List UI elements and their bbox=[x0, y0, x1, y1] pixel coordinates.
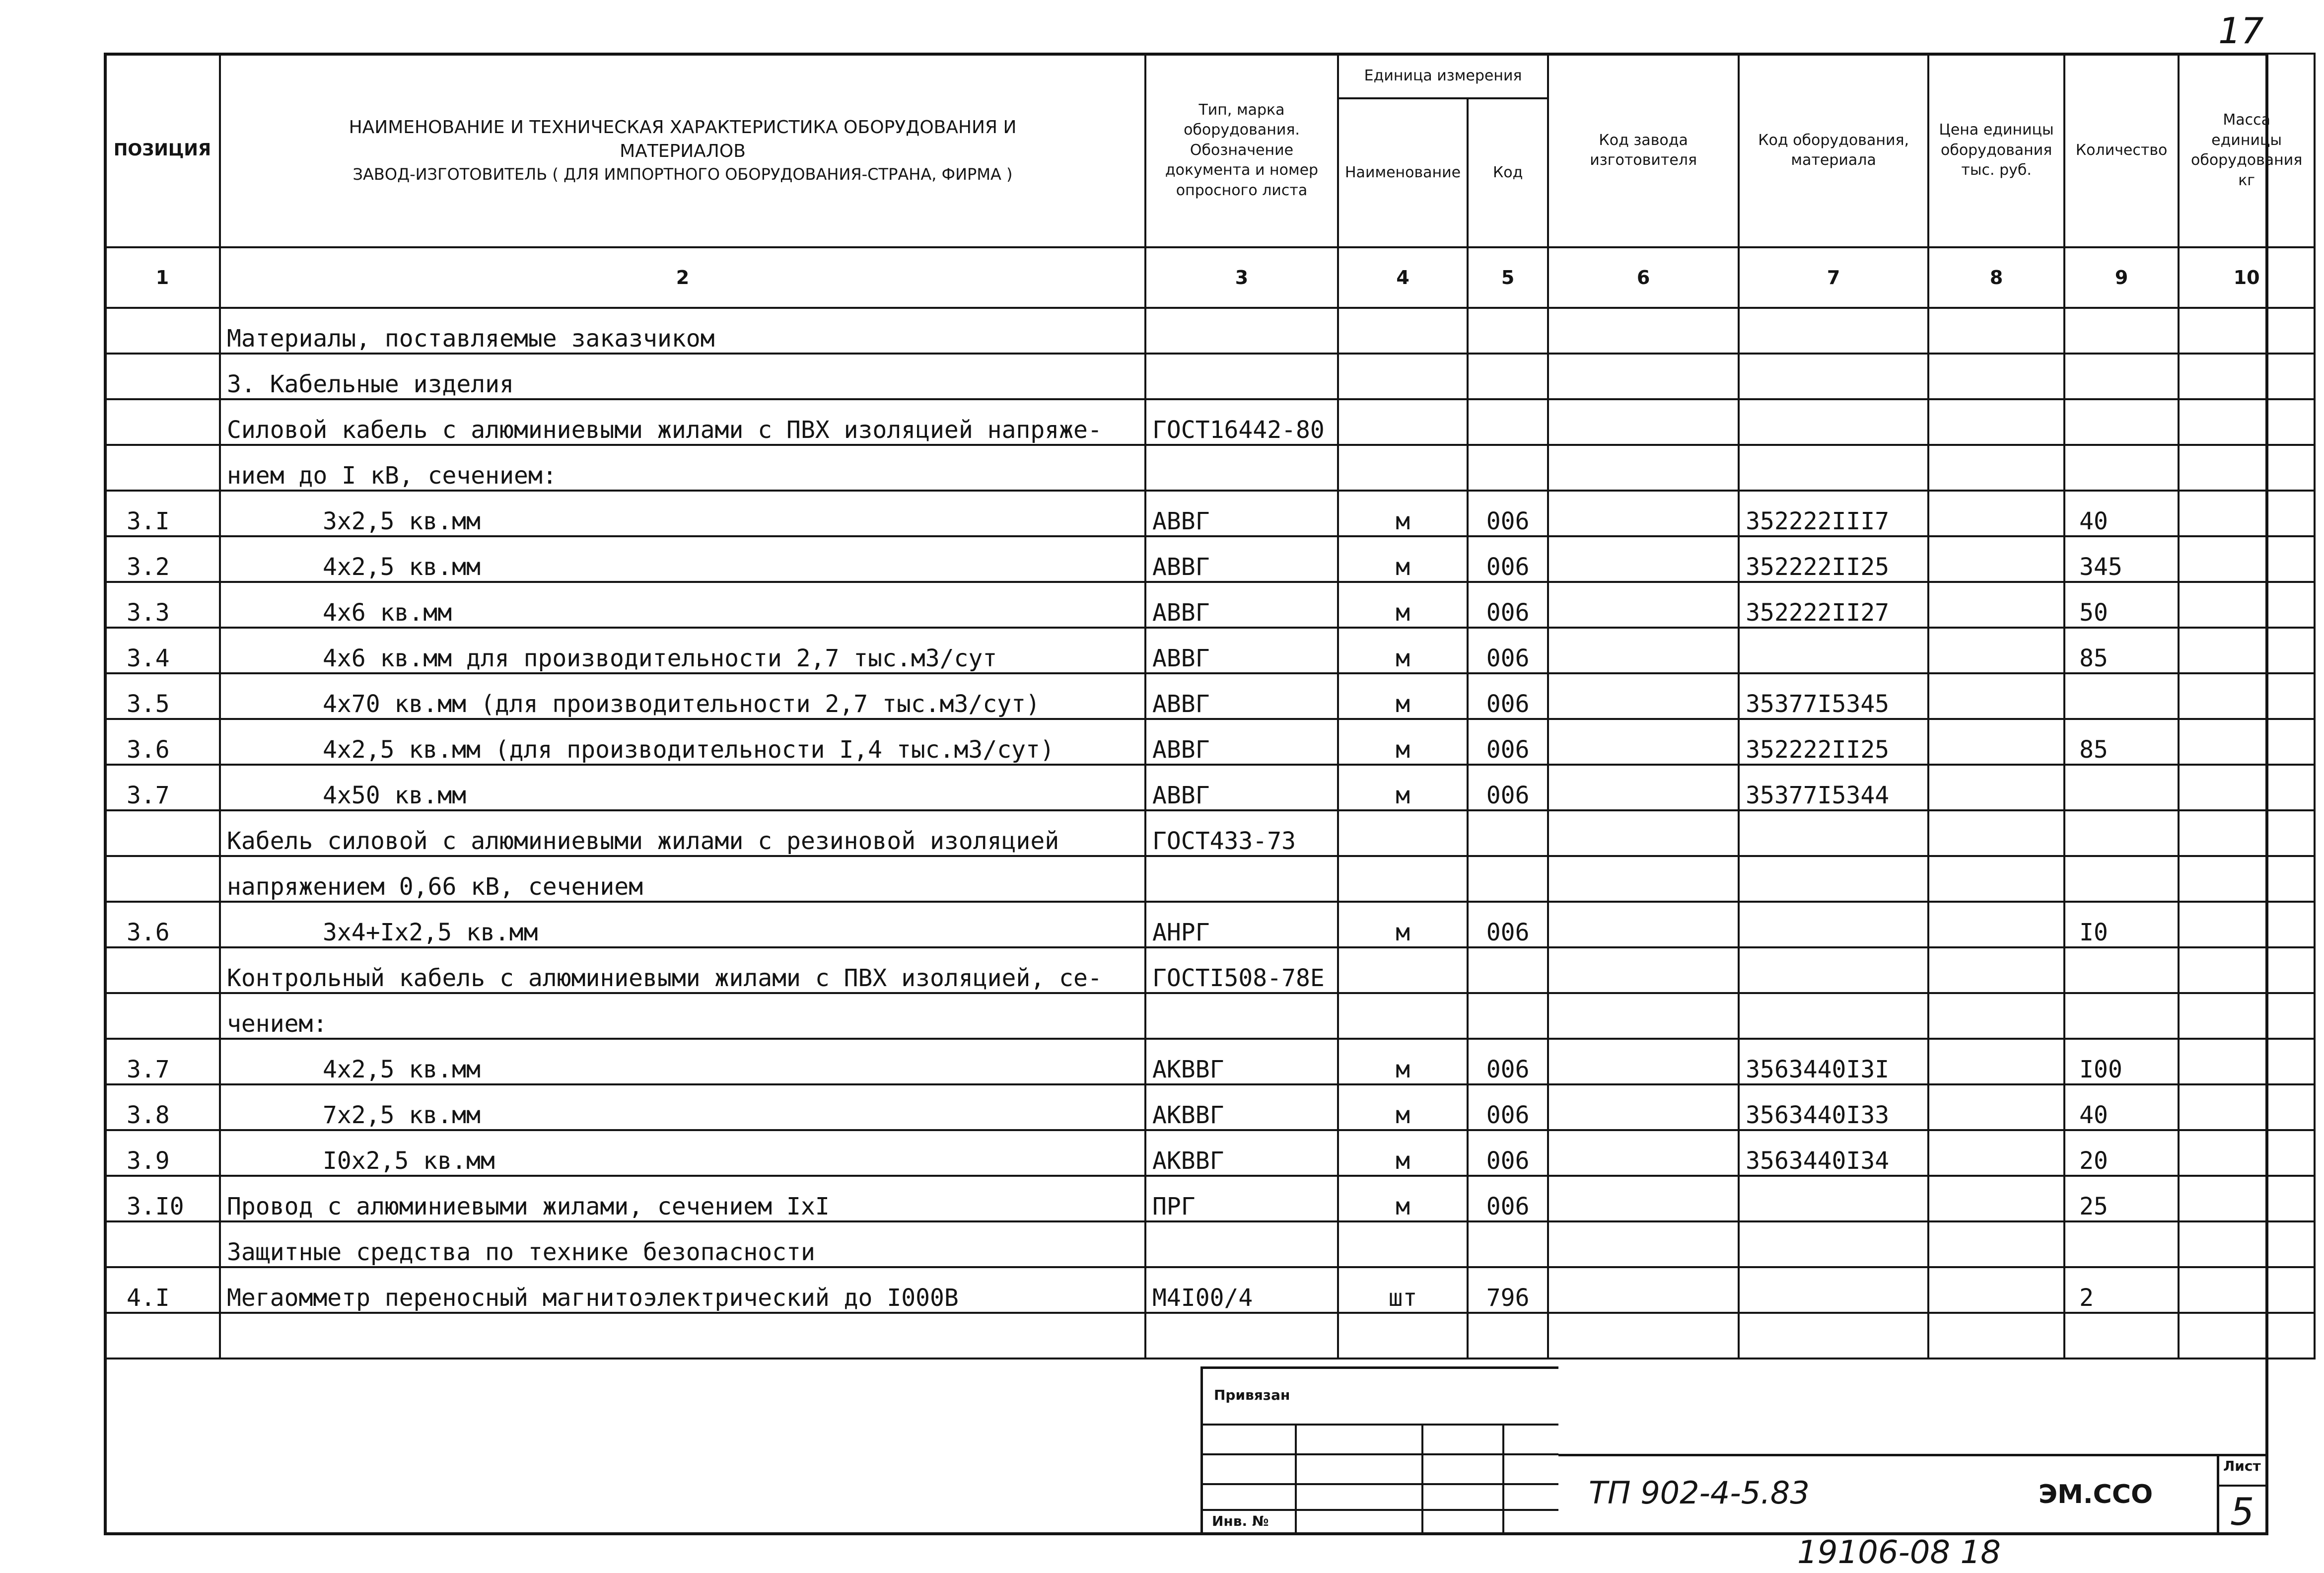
row-unit-code bbox=[1468, 399, 1548, 445]
row-unit-code bbox=[1468, 445, 1548, 491]
row-position: 4.I bbox=[105, 1267, 220, 1313]
row-name: Кабель силовой с алюминиевыми жилами с резиновой изоляцией bbox=[220, 810, 1145, 856]
sheet-label: Лист bbox=[2223, 1458, 2261, 1474]
row-unit bbox=[1338, 308, 1468, 354]
stamp-privyazan-label: Привязан bbox=[1214, 1387, 1290, 1403]
row-type: АВВГ bbox=[1145, 673, 1338, 719]
row-quantity: 2 bbox=[2064, 1267, 2179, 1313]
row-unit-code bbox=[1468, 947, 1548, 993]
row-factory-code bbox=[1548, 765, 1739, 810]
row-quantity: 40 bbox=[2064, 1084, 2179, 1130]
stamp-inv-label: Инв. № bbox=[1212, 1513, 1269, 1529]
row-quantity bbox=[2064, 765, 2179, 810]
row-mass bbox=[2179, 902, 2315, 947]
row-price bbox=[1928, 399, 2064, 445]
col-number: 6 bbox=[1548, 247, 1739, 308]
row-price bbox=[1928, 1313, 2064, 1358]
row-factory-code bbox=[1548, 1313, 1739, 1358]
row-position: 3.9 bbox=[105, 1130, 220, 1176]
row-unit-code: 006 bbox=[1468, 491, 1548, 536]
row-unit: м bbox=[1338, 765, 1468, 810]
row-mass bbox=[2179, 628, 2315, 673]
row-price bbox=[1928, 1176, 2064, 1221]
row-mass bbox=[2179, 582, 2315, 628]
row-quantity bbox=[2064, 856, 2179, 902]
row-position: 3.I bbox=[105, 491, 220, 536]
row-unit-code: 006 bbox=[1468, 719, 1548, 765]
table-row bbox=[105, 582, 2315, 628]
header-name bbox=[220, 54, 1145, 247]
row-material-code bbox=[1739, 308, 1928, 354]
row-mass bbox=[2179, 1084, 2315, 1130]
row-price bbox=[1928, 902, 2064, 947]
row-quantity bbox=[2064, 399, 2179, 445]
row-position: 3.I0 bbox=[105, 1176, 220, 1221]
row-unit-code: 006 bbox=[1468, 1130, 1548, 1176]
row-name: чением: bbox=[220, 993, 1145, 1039]
row-unit bbox=[1338, 993, 1468, 1039]
row-factory-code bbox=[1548, 673, 1739, 719]
row-factory-code bbox=[1548, 399, 1739, 445]
row-price bbox=[1928, 1221, 2064, 1267]
row-unit bbox=[1338, 947, 1468, 993]
row-unit-code: 796 bbox=[1468, 1267, 1548, 1313]
row-type: АВВГ bbox=[1145, 719, 1338, 765]
row-type: ГОСТ16442-80 bbox=[1145, 399, 1338, 445]
table-row bbox=[105, 902, 2315, 947]
row-unit-code bbox=[1468, 810, 1548, 856]
row-name: Защитные средства по технике безопасности bbox=[220, 1221, 1145, 1267]
table-row bbox=[105, 1176, 2315, 1221]
row-factory-code bbox=[1548, 719, 1739, 765]
row-position: 3.7 bbox=[105, 1039, 220, 1084]
row-mass bbox=[2179, 1039, 2315, 1084]
row-quantity bbox=[2064, 673, 2179, 719]
row-unit-code: 006 bbox=[1468, 628, 1548, 673]
row-material-code: 3563440I3I bbox=[1739, 1039, 1928, 1084]
row-name: нием до I кВ, сечением: bbox=[220, 445, 1145, 491]
row-price bbox=[1928, 1267, 2064, 1313]
table-row bbox=[105, 1267, 2315, 1313]
header-material-code: Код оборудования, материала bbox=[1739, 54, 1928, 247]
row-unit: шт bbox=[1338, 1267, 1468, 1313]
col-number: 2 bbox=[220, 247, 1145, 308]
row-type bbox=[1145, 1313, 1338, 1358]
row-factory-code bbox=[1548, 1039, 1739, 1084]
row-quantity: 20 bbox=[2064, 1130, 2179, 1176]
row-quantity bbox=[2064, 445, 2179, 491]
header-mass: Масса единицы оборудования кг bbox=[2179, 54, 2315, 247]
table-row bbox=[105, 445, 2315, 491]
row-unit-code: 006 bbox=[1468, 902, 1548, 947]
row-mass bbox=[2179, 1267, 2315, 1313]
row-name: 4х6 кв.мм bbox=[220, 582, 1145, 628]
row-type bbox=[1145, 856, 1338, 902]
row-type bbox=[1145, 1221, 1338, 1267]
row-unit-code bbox=[1468, 308, 1548, 354]
row-type bbox=[1145, 354, 1338, 399]
row-unit-code bbox=[1468, 993, 1548, 1039]
header-position: ПОЗИЦИЯ bbox=[105, 54, 220, 247]
col-number: 5 bbox=[1468, 247, 1548, 308]
row-material-code bbox=[1739, 445, 1928, 491]
title-block-line bbox=[1558, 1454, 2268, 1456]
row-unit-code bbox=[1468, 1313, 1548, 1358]
row-factory-code bbox=[1548, 582, 1739, 628]
row-unit: м bbox=[1338, 1130, 1468, 1176]
row-factory-code bbox=[1548, 491, 1739, 536]
table-row bbox=[105, 308, 2315, 354]
row-material-code bbox=[1739, 947, 1928, 993]
row-quantity: I00 bbox=[2064, 1039, 2179, 1084]
row-material-code: 352222III7 bbox=[1739, 491, 1928, 536]
row-factory-code bbox=[1548, 810, 1739, 856]
row-material-code bbox=[1739, 902, 1928, 947]
row-unit: м bbox=[1338, 1084, 1468, 1130]
row-material-code bbox=[1739, 993, 1928, 1039]
row-name: 7х2,5 кв.мм bbox=[220, 1084, 1145, 1130]
table-row bbox=[105, 673, 2315, 719]
row-price bbox=[1928, 582, 2064, 628]
row-type: АВВГ bbox=[1145, 536, 1338, 582]
row-unit-code: 006 bbox=[1468, 765, 1548, 810]
table-row bbox=[105, 1130, 2315, 1176]
row-name: Контрольный кабель с алюминиевыми жилами с ПВХ изоляцией, се- bbox=[220, 947, 1145, 993]
row-mass bbox=[2179, 308, 2315, 354]
row-price bbox=[1928, 628, 2064, 673]
row-position bbox=[105, 354, 220, 399]
row-unit: м bbox=[1338, 491, 1468, 536]
row-material-code bbox=[1739, 1313, 1928, 1358]
row-mass bbox=[2179, 491, 2315, 536]
row-price bbox=[1928, 1130, 2064, 1176]
row-name: Провод с алюминиевыми жилами, сечением IхI bbox=[220, 1176, 1145, 1221]
row-mass bbox=[2179, 536, 2315, 582]
archive-number: 19106-08 18 bbox=[1797, 1534, 2001, 1571]
row-unit bbox=[1338, 399, 1468, 445]
row-unit-code bbox=[1468, 354, 1548, 399]
row-quantity bbox=[2064, 1313, 2179, 1358]
row-factory-code bbox=[1548, 1221, 1739, 1267]
row-quantity: I0 bbox=[2064, 902, 2179, 947]
row-position: 3.8 bbox=[105, 1084, 220, 1130]
row-mass bbox=[2179, 993, 2315, 1039]
table-row bbox=[105, 810, 2315, 856]
row-type: АВВГ bbox=[1145, 582, 1338, 628]
row-quantity bbox=[2064, 354, 2179, 399]
row-mass bbox=[2179, 673, 2315, 719]
row-quantity: 50 bbox=[2064, 582, 2179, 628]
row-name bbox=[220, 1313, 1145, 1358]
row-material-code bbox=[1739, 628, 1928, 673]
row-mass bbox=[2179, 1221, 2315, 1267]
row-name: 4х2,5 кв.мм bbox=[220, 1039, 1145, 1084]
row-price bbox=[1928, 993, 2064, 1039]
row-factory-code bbox=[1548, 536, 1739, 582]
column-number-row bbox=[105, 247, 2315, 308]
row-mass bbox=[2179, 719, 2315, 765]
row-material-code bbox=[1739, 810, 1928, 856]
row-mass bbox=[2179, 1176, 2315, 1221]
row-factory-code bbox=[1548, 993, 1739, 1039]
col-number: 8 bbox=[1928, 247, 2064, 308]
row-material-code: 3563440I33 bbox=[1739, 1084, 1928, 1130]
row-position: 3.5 bbox=[105, 673, 220, 719]
row-type: АНРГ bbox=[1145, 902, 1338, 947]
row-position bbox=[105, 947, 220, 993]
col-number: 1 bbox=[105, 247, 220, 308]
sheet-number: 5 bbox=[2230, 1490, 2254, 1534]
document-code: ТП 902-4-5.83 bbox=[1589, 1475, 1810, 1511]
header-quantity: Количество bbox=[2064, 54, 2179, 247]
row-unit-code: 006 bbox=[1468, 582, 1548, 628]
row-unit: м bbox=[1338, 719, 1468, 765]
row-quantity: 25 bbox=[2064, 1176, 2179, 1221]
row-price bbox=[1928, 856, 2064, 902]
row-material-code bbox=[1739, 354, 1928, 399]
row-position: 3.4 bbox=[105, 628, 220, 673]
row-name: 4х2,5 кв.мм (для производительности I,4 тыс.м3/сут) bbox=[220, 719, 1145, 765]
row-unit bbox=[1338, 856, 1468, 902]
table-row bbox=[105, 1313, 2315, 1358]
row-unit-code: 006 bbox=[1468, 1039, 1548, 1084]
row-type: М4I00/4 bbox=[1145, 1267, 1338, 1313]
row-type: АВВГ bbox=[1145, 628, 1338, 673]
row-position bbox=[105, 993, 220, 1039]
row-price bbox=[1928, 947, 2064, 993]
row-mass bbox=[2179, 856, 2315, 902]
header-name-line2: МАТЕРИАЛОВ bbox=[620, 141, 746, 162]
row-position bbox=[105, 308, 220, 354]
row-type: АВВГ bbox=[1145, 765, 1338, 810]
row-name: Мегаомметр переносный магнитоэлектрический до I000В bbox=[220, 1267, 1145, 1313]
row-unit-code: 006 bbox=[1468, 673, 1548, 719]
table-row bbox=[105, 765, 2315, 810]
row-unit bbox=[1338, 445, 1468, 491]
row-position bbox=[105, 399, 220, 445]
col-number: 4 bbox=[1338, 247, 1468, 308]
row-factory-code bbox=[1548, 628, 1739, 673]
row-mass bbox=[2179, 354, 2315, 399]
row-factory-code bbox=[1548, 902, 1739, 947]
row-quantity bbox=[2064, 1221, 2179, 1267]
row-material-code bbox=[1739, 1176, 1928, 1221]
col-number: 10 bbox=[2179, 247, 2315, 308]
row-name: 3х4+Iх2,5 кв.мм bbox=[220, 902, 1145, 947]
row-quantity: 85 bbox=[2064, 719, 2179, 765]
row-factory-code bbox=[1548, 1084, 1739, 1130]
row-type: ГОСТ433-73 bbox=[1145, 810, 1338, 856]
row-type: АКВВГ bbox=[1145, 1039, 1338, 1084]
row-unit-code: 006 bbox=[1468, 1084, 1548, 1130]
header-unit-name: Наименование bbox=[1338, 98, 1468, 247]
specification-table bbox=[104, 53, 2316, 1359]
row-unit: м bbox=[1338, 536, 1468, 582]
row-price bbox=[1928, 719, 2064, 765]
row-type: АКВВГ bbox=[1145, 1084, 1338, 1130]
row-material-code bbox=[1739, 1267, 1928, 1313]
header-name-line1: НАИМЕНОВАНИЕ И ТЕХНИЧЕСКАЯ ХАРАКТЕРИСТИКА ОБОРУДОВАНИЯ И bbox=[349, 117, 1017, 138]
row-unit-code bbox=[1468, 1221, 1548, 1267]
header-factory-code: Код завода изготовителя bbox=[1548, 54, 1739, 247]
row-position bbox=[105, 445, 220, 491]
table-row bbox=[105, 354, 2315, 399]
row-mass bbox=[2179, 399, 2315, 445]
row-type bbox=[1145, 993, 1338, 1039]
row-mass bbox=[2179, 947, 2315, 993]
row-quantity: 40 bbox=[2064, 491, 2179, 536]
row-factory-code bbox=[1548, 947, 1739, 993]
row-unit-code: 006 bbox=[1468, 536, 1548, 582]
header-price: Цена единицы оборудования тыс. руб. bbox=[1928, 54, 2064, 247]
row-quantity bbox=[2064, 810, 2179, 856]
table-row bbox=[105, 536, 2315, 582]
table-row bbox=[105, 628, 2315, 673]
row-unit bbox=[1338, 810, 1468, 856]
row-unit-code: 006 bbox=[1468, 1176, 1548, 1221]
header-type: Тип, марка оборудования. Обозначение документа и номер опросного листа bbox=[1145, 54, 1338, 247]
row-price bbox=[1928, 445, 2064, 491]
row-quantity: 85 bbox=[2064, 628, 2179, 673]
row-factory-code bbox=[1548, 354, 1739, 399]
row-unit bbox=[1338, 1221, 1468, 1267]
row-price bbox=[1928, 491, 2064, 536]
header-unit-group: Единица измерения bbox=[1338, 54, 1548, 98]
col-number: 9 bbox=[2064, 247, 2179, 308]
row-material-code bbox=[1739, 399, 1928, 445]
row-unit: м bbox=[1338, 1176, 1468, 1221]
row-price bbox=[1928, 1039, 2064, 1084]
row-type: ПРГ bbox=[1145, 1176, 1338, 1221]
row-material-code: 352222II27 bbox=[1739, 582, 1928, 628]
col-number: 3 bbox=[1145, 247, 1338, 308]
row-material-code: 352222II25 bbox=[1739, 536, 1928, 582]
table-row bbox=[105, 947, 2315, 993]
row-position bbox=[105, 856, 220, 902]
row-name: 4х2,5 кв.мм bbox=[220, 536, 1145, 582]
row-mass bbox=[2179, 765, 2315, 810]
row-position bbox=[105, 1313, 220, 1358]
row-position: 3.6 bbox=[105, 902, 220, 947]
row-name: 4х50 кв.мм bbox=[220, 765, 1145, 810]
row-material-code: 35377I5345 bbox=[1739, 673, 1928, 719]
row-position bbox=[105, 810, 220, 856]
row-material-code: 352222II25 bbox=[1739, 719, 1928, 765]
row-factory-code bbox=[1548, 856, 1739, 902]
row-mass bbox=[2179, 445, 2315, 491]
row-factory-code bbox=[1548, 308, 1739, 354]
row-name: I0х2,5 кв.мм bbox=[220, 1130, 1145, 1176]
sheet-number-box bbox=[2217, 1454, 2268, 1535]
col-number: 7 bbox=[1739, 247, 1928, 308]
row-type bbox=[1145, 308, 1338, 354]
table-row bbox=[105, 491, 2315, 536]
header-name-line3: ЗАВОД-ИЗГОТОВИТЕЛЬ ( ДЛЯ ИМПОРТНОГО ОБОРУДОВАНИЯ-СТРАНА, ФИРМА ) bbox=[352, 165, 1013, 184]
row-price bbox=[1928, 810, 2064, 856]
row-price bbox=[1928, 536, 2064, 582]
row-material-code: 35377I5344 bbox=[1739, 765, 1928, 810]
table-row bbox=[105, 856, 2315, 902]
row-price bbox=[1928, 354, 2064, 399]
row-name: Материалы, поставляемые заказчиком bbox=[220, 308, 1145, 354]
row-mass bbox=[2179, 1130, 2315, 1176]
table-row bbox=[105, 719, 2315, 765]
row-name: 3х2,5 кв.мм bbox=[220, 491, 1145, 536]
row-position bbox=[105, 1221, 220, 1267]
row-unit: м bbox=[1338, 673, 1468, 719]
row-type: АКВВГ bbox=[1145, 1130, 1338, 1176]
row-mass bbox=[2179, 810, 2315, 856]
row-position: 3.2 bbox=[105, 536, 220, 582]
row-quantity bbox=[2064, 993, 2179, 1039]
row-factory-code bbox=[1548, 445, 1739, 491]
row-type: АВВГ bbox=[1145, 491, 1338, 536]
table-row bbox=[105, 993, 2315, 1039]
corner-page-number: 17 bbox=[2218, 10, 2264, 52]
row-material-code bbox=[1739, 856, 1928, 902]
row-unit bbox=[1338, 1313, 1468, 1358]
row-position: 3.7 bbox=[105, 765, 220, 810]
row-factory-code bbox=[1548, 1267, 1739, 1313]
row-name: 3. Кабельные изделия bbox=[220, 354, 1145, 399]
row-material-code bbox=[1739, 1221, 1928, 1267]
header-unit-code: Код bbox=[1468, 98, 1548, 247]
row-name: 4х70 кв.мм (для производительности 2,7 тыс.м3/сут) bbox=[220, 673, 1145, 719]
row-position: 3.6 bbox=[105, 719, 220, 765]
row-quantity bbox=[2064, 947, 2179, 993]
row-position: 3.3 bbox=[105, 582, 220, 628]
row-price bbox=[1928, 673, 2064, 719]
row-price bbox=[1928, 308, 2064, 354]
row-unit: м bbox=[1338, 582, 1468, 628]
row-type: ГОСТI508-78Е bbox=[1145, 947, 1338, 993]
row-factory-code bbox=[1548, 1176, 1739, 1221]
row-unit bbox=[1338, 354, 1468, 399]
table-row bbox=[105, 1084, 2315, 1130]
row-price bbox=[1928, 1084, 2064, 1130]
row-mass bbox=[2179, 1313, 2315, 1358]
sheet-code: ЭМ.ССО bbox=[2039, 1480, 2153, 1509]
table-row bbox=[105, 1039, 2315, 1084]
row-name: напряжением 0,66 кВ, сечением bbox=[220, 856, 1145, 902]
table-row bbox=[105, 1221, 2315, 1267]
table-row bbox=[105, 399, 2315, 445]
row-unit: м bbox=[1338, 1039, 1468, 1084]
row-unit: м bbox=[1338, 628, 1468, 673]
approval-stamp bbox=[1200, 1366, 1558, 1535]
row-factory-code bbox=[1548, 1130, 1739, 1176]
row-type bbox=[1145, 445, 1338, 491]
row-unit-code bbox=[1468, 856, 1548, 902]
row-price bbox=[1928, 765, 2064, 810]
row-name: 4х6 кв.мм для производительности 2,7 тыс.м3/сут bbox=[220, 628, 1145, 673]
row-name: Силовой кабель с алюминиевыми жилами с ПВХ изоляцией напряже- bbox=[220, 399, 1145, 445]
row-material-code: 3563440I34 bbox=[1739, 1130, 1928, 1176]
row-quantity: 345 bbox=[2064, 536, 2179, 582]
row-unit: м bbox=[1338, 902, 1468, 947]
row-quantity bbox=[2064, 308, 2179, 354]
